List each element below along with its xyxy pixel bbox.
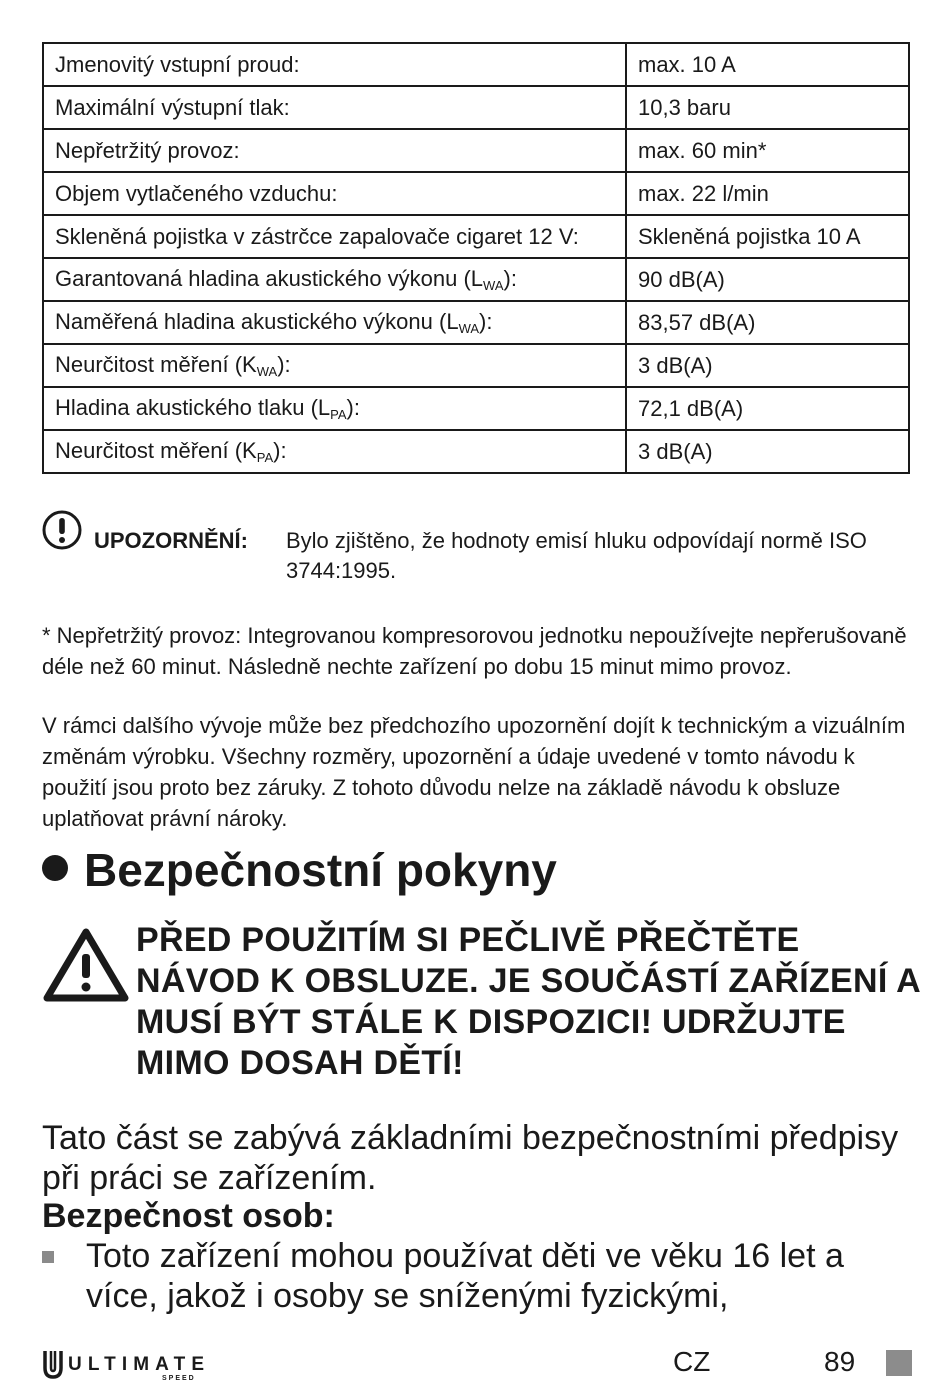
- table-row: [43, 129, 909, 172]
- spec-label: Skleněná pojistka v zástrčce zapalovače cigaret 12 V:: [43, 215, 626, 258]
- language-code: CZ: [673, 1346, 711, 1377]
- ultimate-speed-logo: [42, 1346, 212, 1382]
- notice-text: Bylo zjištěno, že hodnoty emisí hluku odpovídají normě ISO 3744:1995.: [286, 528, 867, 583]
- table-row: [43, 301, 909, 344]
- section-heading: [42, 842, 557, 898]
- subheading: Bezpečnost osob:: [42, 1197, 335, 1235]
- spec-value: 10,3 baru: [626, 86, 909, 129]
- spec-table: [42, 42, 910, 474]
- table-row: [43, 215, 909, 258]
- intro-paragraph: Tato část se zabývá základními bezpečnostními předpisy při práci se zařízením.: [42, 1119, 899, 1197]
- spec-label: Objem vytlačeného vzduchu:: [43, 172, 626, 215]
- warning-text: PŘED POUŽITÍM SI PEČLIVĚ PŘEČTĚTE NÁVOD K OBSLUZE. JE SOUČÁSTÍ ZAŘÍZENÍ A MUSÍ BÝT STÁLE K DISPOZICI! UDRŽUJTE MIMO DOSAH DĚTÍ!: [136, 921, 920, 1082]
- spec-value: 72,1 dB(A): [626, 387, 909, 430]
- table-row: [43, 172, 909, 215]
- spec-value: max. 60 min*: [626, 129, 909, 172]
- disclaimer-paragraph: V rámci dalšího vývoje může bez předchozího upozornění dojít k technickým a vizuálním změnám výrobku. Všechny rozměry, upozornění a údaje uvedené v tomto návodu k použití jsou proto bez záruky. Z tohoto důvodu nelze na základě návodu k obsluze uplatňovat právní nároky.: [42, 713, 906, 831]
- page-marker-square: [886, 1350, 912, 1376]
- page-footer: [0, 1340, 950, 1385]
- spec-label: Neurčitost měření $(K_{WA})$:: [43, 344, 626, 387]
- table-row: [43, 387, 909, 430]
- spec-label: Neurčitost měření $(K_{PA})$:: [43, 430, 626, 473]
- table-row: [43, 258, 909, 301]
- spec-label: Maximální výstupní tlak:: [43, 86, 626, 129]
- table-row: [43, 430, 909, 473]
- exclamation-circle-icon: [42, 510, 82, 550]
- spec-label: Garantovaná hladina akustického výkonu $(L_{WA})$:: [43, 258, 626, 301]
- spec-label: Naměřená hladina akustického výkonu $(L_{WA})$:: [43, 301, 626, 344]
- warning-triangle-icon: [42, 926, 130, 1004]
- section-heading-text: Bezpečnostní pokyny: [84, 844, 557, 896]
- svg-text:SPEED: SPEED: [162, 1375, 196, 1382]
- list-bullet-icon: [42, 1251, 54, 1263]
- spec-value: max. 10 A: [626, 43, 909, 86]
- spec-value: 83,57 dB(A): [626, 301, 909, 344]
- spec-value: max. 22 l/min: [626, 172, 909, 215]
- table-row: [43, 86, 909, 129]
- spec-value: 90 dB(A): [626, 258, 909, 301]
- table-row: [43, 344, 909, 387]
- spec-label: Nepřetržitý provoz:: [43, 129, 626, 172]
- list-item-text: Toto zařízení mohou používat děti ve věku 16 let a více, jakož i osoby se sníženými fyzickými,: [86, 1237, 844, 1315]
- svg-text:ULTIMATE: ULTIMATE: [68, 1354, 204, 1375]
- spec-value: 3 dB(A): [626, 430, 909, 473]
- page-number: 89: [824, 1346, 856, 1377]
- spec-value: 3 dB(A): [626, 344, 909, 387]
- spec-value: Skleněná pojistka 10 A: [626, 215, 909, 258]
- footnote: * Nepřetržitý provoz: Integrovanou kompresorovou jednotku nepoužívejte nepřerušovaně déle než 60 minut. Následně nechte zařízení po dobu 15 minut mimo provoz.: [42, 623, 907, 679]
- notice-title: UPOZORNĚNÍ:: [94, 528, 248, 553]
- table-row: [43, 43, 909, 86]
- spec-label: Jmenovitý vstupní proud:: [43, 43, 626, 86]
- spec-label: Hladina akustického tlaku $(L_{PA})$:: [43, 387, 626, 430]
- heading-bullet-icon: [42, 855, 68, 881]
